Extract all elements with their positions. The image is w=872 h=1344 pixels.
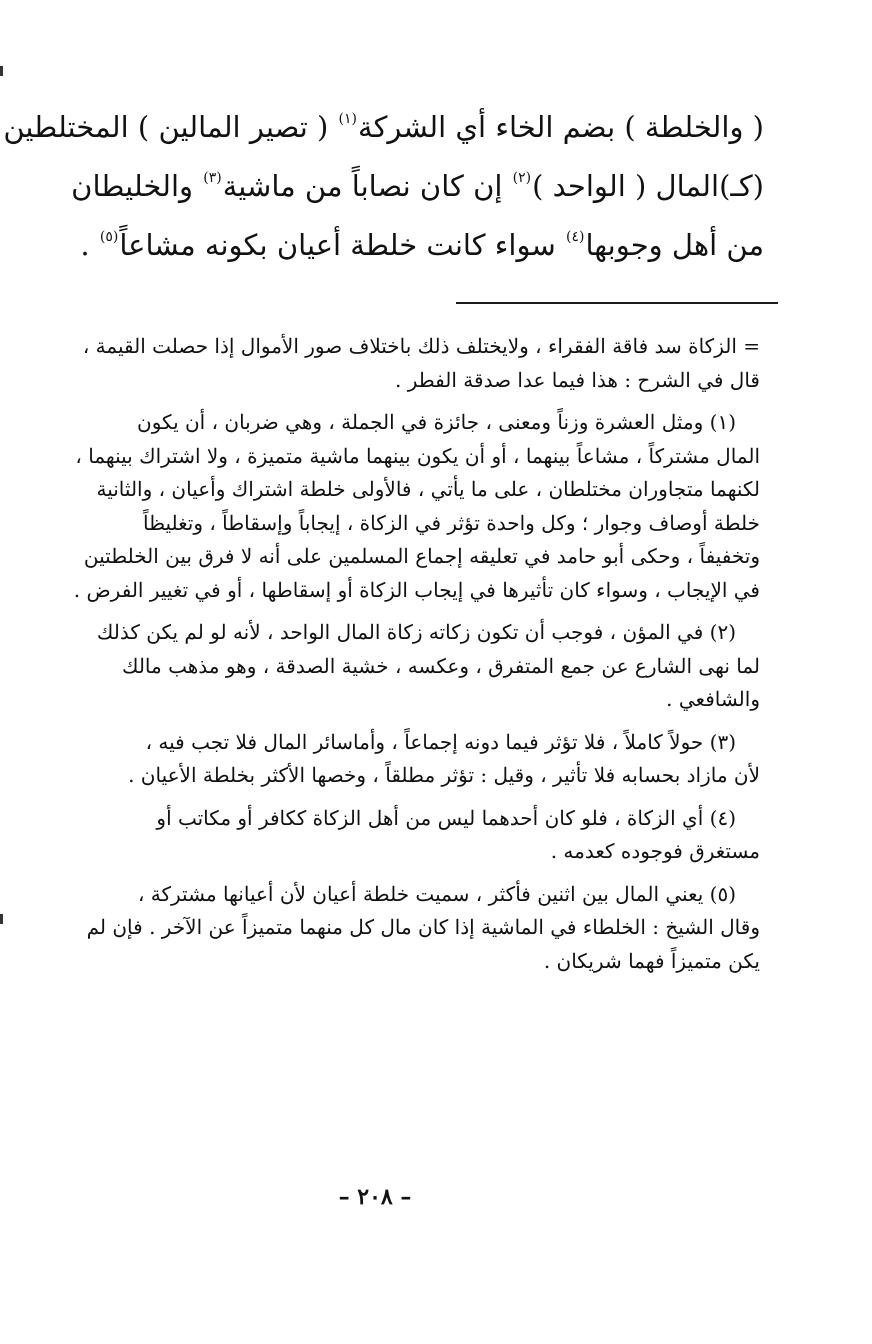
footnote-2 xyxy=(32,616,760,717)
main-text-segment: من أهل وجوبها xyxy=(585,228,764,262)
scan-edge-mark xyxy=(0,66,3,76)
footnote-ref: (٥) xyxy=(99,229,119,245)
main-text-segment: سواء كانت خلطة أعيان بكونه مشاعاً xyxy=(119,228,565,262)
footnote-line: في الإيجاب ، وسواء كان تأثيرها في إيجاب الزكاة أو إسقاطها ، أو في تغيير الفرض . xyxy=(73,577,760,602)
footnote-line: لأن مازاد بحسابه فلا تأثير ، وقيل : تؤثر مطلقاً ، وخصها الأكثر بخلطة الأعيان . xyxy=(128,763,760,787)
main-text-segment: إن كان نصاباً من ماشية xyxy=(222,169,512,203)
footnote-line: المال مشتركاً ، مشاعاً بينهما ، أو أن يكون بينهما ماشية متميزة ، ولا اشتراك بينهما ، xyxy=(75,443,760,468)
footnote-line: والشافعي . xyxy=(666,687,760,711)
footnotes xyxy=(32,330,760,987)
main-text xyxy=(3,98,764,275)
footnote-line: وقال الشيخ : الخلطاء في الماشية إذا كان مال كل منهما متميزاً عن الآخر . فإن لم xyxy=(86,915,760,939)
footnote-line: وتخفيفاً ، وحكى أبو حامد في تعليقه إجماع المسلمين على أنه لا فرق بين الخلطتين xyxy=(83,544,760,568)
footnote-5 xyxy=(32,878,760,979)
footnote-3 xyxy=(32,726,760,793)
main-text-segment: والخليطان xyxy=(71,169,203,203)
footnote-line: لما نهى الشارع عن جمع المتفرق ، وعكسه ، خشية الصدقة ، وهو مذهب مالك xyxy=(121,653,760,678)
footnote-line: قال في الشرح : هذا فيما عدا صدقة الفطر . xyxy=(395,367,760,392)
main-text-line xyxy=(44,216,764,275)
footnote-line: (٣) حولاً كاملاً ، فلا تؤثر فيما دونه إجماعاً ، وأماسائر المال فلا تجب فيه ، xyxy=(145,729,736,754)
main-text-segment: . xyxy=(80,228,99,262)
footnote-line: (٢) في المؤن ، فوجب أن تكون زكاته زكاة المال الواحد ، لأنه لو لم يكن كذلك xyxy=(96,620,736,644)
scan-edge-mark xyxy=(0,914,3,924)
footnote-line: (٥) يعني المال بين اثنين فأكثر ، سميت خلطة أعيان لأن أعيانها مشتركة ، xyxy=(137,881,736,906)
footnote-line: يكن متميزاً فهما شريكان . xyxy=(543,948,760,973)
footnote-ref: (٤) xyxy=(565,229,585,245)
footnote-line: = الزكاة سد فاقة الفقراء ، ولايختلف ذلك باختلاف صور الأموال إذا حصلت القيمة ، xyxy=(82,334,760,358)
main-text-segment: (كـ)المال ( الواحد ) xyxy=(532,169,764,203)
main-text-line xyxy=(44,157,764,216)
footnote-4 xyxy=(32,802,760,869)
footnote-line: لكنهما متجاوران مختلطان ، على ما يأتي ، فالأولى خلطة اشتراك وأعيان ، والثانية xyxy=(96,477,760,501)
main-text-segment: ( والخلطة ) بضم الخاء أي الشركة xyxy=(358,110,764,144)
footnote-1 xyxy=(32,406,760,607)
main-text-segment: ( تصير المالين ) المختلطين xyxy=(3,110,338,144)
footnote-line: مستغرق فوجوده كعدمه . xyxy=(550,839,760,863)
footnote-continuation xyxy=(32,330,760,397)
footnote-ref: (٢) xyxy=(512,170,532,186)
footnote-line: خلطة أوصاف وجوار ؛ وكل واحدة تؤثر في الزكاة ، إيجاباً وإسقاطاً ، وتغليظاً xyxy=(142,510,760,535)
footnote-ref: (١) xyxy=(338,111,358,127)
footnote-separator xyxy=(456,302,778,304)
page-number: – ٢٠٨ – xyxy=(338,1184,412,1210)
main-text-line xyxy=(3,98,764,157)
footnote-line: (٤) أي الزكاة ، فلو كان أحدهما ليس من أهل الزكاة ككافر أو مكاتب أو xyxy=(156,805,736,830)
footnote-line: (١) ومثل العشرة وزناً ومعنى ، جائزة في الجملة ، وهي ضربان ، أن يكون xyxy=(137,410,736,434)
footnote-ref: (٣) xyxy=(203,170,222,186)
